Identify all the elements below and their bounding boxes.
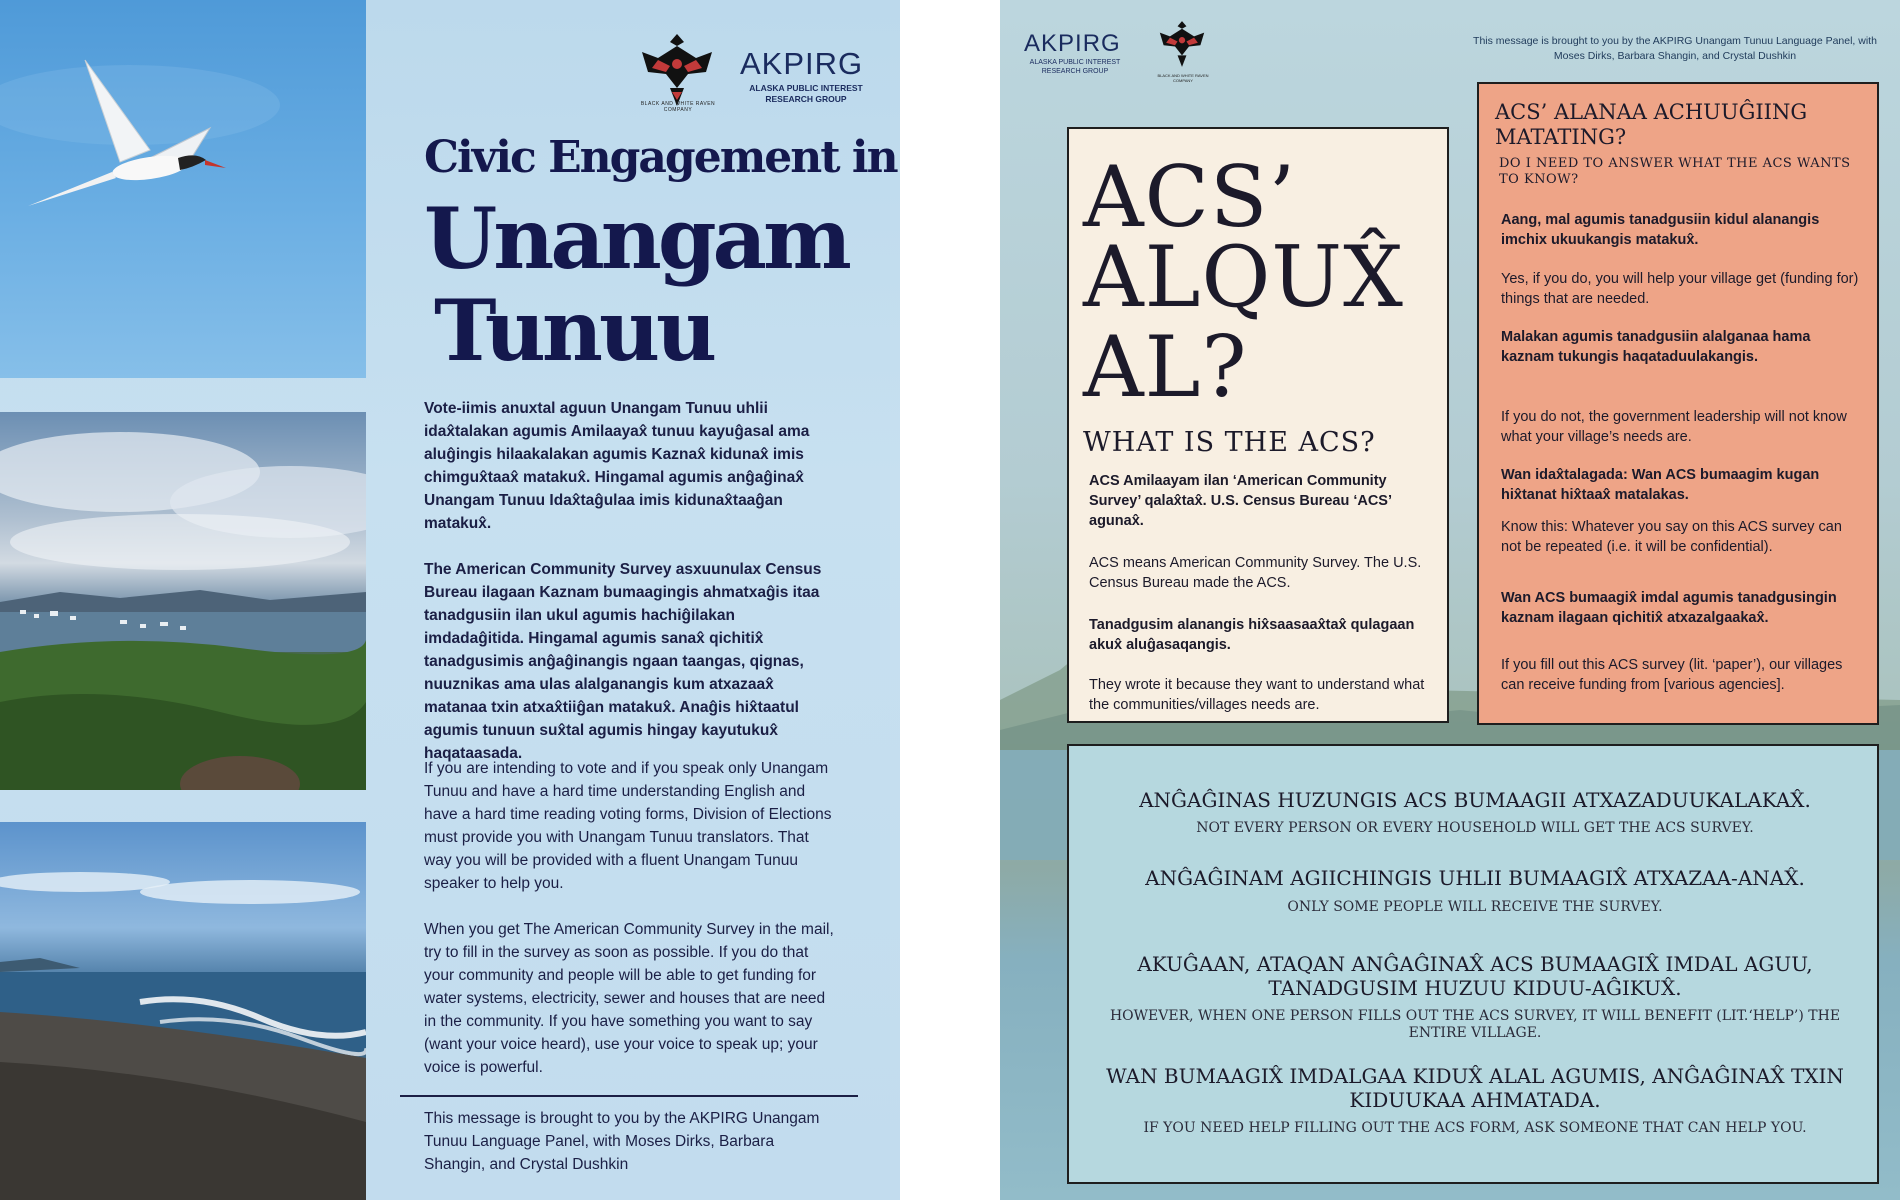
footer-divider (400, 1095, 858, 1097)
fact-translation: NOT EVERY PERSON OR EVERY HOUSEHOLD WILL GET THE ACS SURVEY. (1196, 820, 1754, 836)
fact-heading: ANĜAĜINAS HUZUNGIS ACS BUMAAGII ATXAZADUUKALAKAX̂. (1139, 788, 1811, 812)
what-is-acs-box (1067, 127, 1449, 723)
akpirg-logo-subtitle: ALASKA PUBLIC INTEREST RESEARCH GROUP (749, 83, 863, 104)
akpirg-logo-text: AKPIRG (1024, 30, 1121, 57)
poster-footer-credit: This message is brought to you by the AKPIRG Unangam Tunuu Language Panel, with Moses Dirks, Barbara Shangin, and Crystal Dushkin (424, 1110, 820, 1173)
acs-big-title-line3: AL? (1083, 318, 1248, 416)
need-consequence-english: If you do not, the government leadership will not know what your village’s needs are. (1501, 409, 1847, 445)
arctic-tern-photo (0, 0, 366, 378)
harbor-landscape-photo (0, 412, 366, 790)
right-poster (1000, 0, 1900, 1200)
left-poster (0, 0, 900, 1200)
acs-meaning-english: ACS means American Community Survey. The U.S. Census Bureau made the ACS. (1089, 555, 1422, 591)
raven-logo-icon (1156, 16, 1208, 72)
top-credit-message: This message is brought to you by the AKPIRG Unangam Tunuu Language Panel, with Moses Dirks, Barbara Shangin, and Crystal Dushkin (1473, 35, 1877, 62)
unangam-acs-paragraph: The American Community Survey asxuunulax Census Bureau ilagaan Kaznam bumaagingis ahmatxaĝis itaa tanadgusiin ilan ukul agumis hachiĝilakan imdadaĝitida. Hingamal agumis sanax̂ qichitix̂ tanadgusimis anĝaĝinangis ngaan taangas, qignas, nuuznikas ama ulas alalganangis kum atxazaax̂ matanaa txin atxax̂tiiĝan matakux̂. Anaĝis hix̂taatul agumis tunuun sux̂tal agumis hingay kayutukux̂ haqataasada. (424, 561, 822, 762)
need-subheading: DO I NEED TO ANSWER WHAT THE ACS WANTS TO KNOW? (1499, 156, 1851, 187)
need-answer-english: Yes, if you do, you will help your village get (funding for) things that are needed. (1501, 271, 1859, 307)
poster-title-line1: Civic Engagement in (424, 132, 897, 183)
fact-heading: WAN BUMAAGIX̂ IMDALGAA KIDUX̂ ALAL AGUMIS, ANĜAĜINAX̂ TXIN KIDUUKAA AHMATADA. (1106, 1064, 1844, 1112)
do-i-need-to-answer-box (1477, 82, 1879, 725)
english-acs-paragraph: When you get The American Community Survey in the mail, try to fill in the survey as soon as possible. If you do that your community and people will be able to get funding for water systems, electricity, sewer and houses that are need in the community. If you have something you want to say (want your voice heard), use your voice to speak up; your voice is powerful. (424, 921, 834, 1076)
unangam-voting-paragraph: Vote-iimis anuxtal aguun Unangam Tunuu uhlii idax̂talakan agumis Amilaayax̂ tunuu kayuĝasal ama aluĝingis hilaakalakan agumis Kaznax̂ kidunax̂ imis chimgux̂taax̂ matakux̂. Hingamal agumis anĝaĝinax̂ Unangam Tunuu Idax̂taĝulaa imis kidunax̂taaĝan matakux̂. (424, 400, 810, 532)
acs-facts-box (1067, 744, 1879, 1184)
need-confidential-english: Know this: Whatever you say on this ACS survey can not be repeated (i.e. it will be confidential). (1501, 519, 1842, 555)
fact-translation: IF YOU NEED HELP FILLING OUT THE ACS FORM, ASK SOMEONE THAT CAN HELP YOU. (1143, 1120, 1807, 1136)
raven-logo-icon (636, 28, 718, 112)
poster-title-line3: Tunuu (434, 281, 714, 380)
poster-title-line2: Unangam (424, 189, 848, 288)
need-consequence-unangam: Malakan agumis tanadgusiin alalganaa hama kaznam tukungis haqataduulakangis. (1501, 329, 1811, 365)
fact-heading: ANĜAĜINAM AGIICHINGIS UHLII BUMAAGIX̂ ATXAZAA-ANAX̂. (1145, 866, 1805, 890)
acs-purpose-unangam: Tanadgusim alanangis hix̂saasaax̂tax̂ qulagaan akux̂ aluĝasaqangis. (1089, 617, 1415, 653)
fact-translation: HOWEVER, WHEN ONE PERSON FILLS OUT THE ACS SURVEY, IT WILL BENEFIT (LIT.‘HELP’) THE ENTIRE VILLAGE. (1109, 1008, 1841, 1041)
need-confidential-unangam: Wan idax̂talagada: Wan ACS bumaagim kugan hix̂tanat hix̂taax̂ matalakas. (1501, 467, 1820, 503)
raven-company-caption: BLACK AND WHITE RAVEN COMPANY (1157, 73, 1209, 83)
acs-purpose-english: They wrote it because they want to understand what the communities/villages needs are. (1089, 677, 1425, 713)
acs-big-title-line1: ACS’ (1083, 148, 1297, 246)
raven-company-caption: BLACK AND WHITE RAVEN COMPANY (640, 101, 716, 113)
beach-ocean-photo (0, 822, 366, 1200)
need-heading: ACS’ ALANAA ACHUUĜIING MATATING? (1495, 100, 1808, 149)
fact-heading: AKUĜAAN, ATAQAN ANĜAĜINAX̂ ACS BUMAAGIX̂ IMDAL AGUU, TANADGUSIM HUZUU KIDUU-AĜIKUX̂. (1137, 952, 1813, 1000)
english-voting-paragraph: If you are intending to vote and if you speak only Unangam Tunuu and have a hard time understanding English and have a hard time reading voting forms, Division of Elections must provide you with Unangam Tunuu translators. That way you will be provided with a fluent Unangam Tunuu speaker to help you. (424, 760, 832, 892)
need-answer-unangam: Aang, mal agumis tanadgusiin kidul alanangis imchix ukuukangis matakux̂. (1501, 212, 1820, 248)
acs-meaning-unangam: ACS Amilaayam ilan ‘American Community Survey’ qalax̂tax̂. U.S. Census Bureau ‘ACS’ agunax̂. (1089, 473, 1392, 529)
acs-big-title-line2: ALQUX̂ (1083, 228, 1404, 326)
akpirg-logo-subtitle: ALASKA PUBLIC INTEREST RESEARCH GROUP (1029, 59, 1121, 75)
need-funding-english: If you fill out this ACS survey (lit. ‘paper’), our villages can receive funding from [various agencies]. (1501, 657, 1843, 693)
akpirg-logo-text: AKPIRG (740, 46, 864, 81)
what-is-acs-subtitle: WHAT IS THE ACS? (1083, 427, 1376, 458)
need-funding-unangam: Wan ACS bumaagix̂ imdal agumis tanadgusingin kaznam ilagaan qichitix̂ atxazalgaakax̂. (1501, 590, 1837, 626)
fact-translation: ONLY SOME PEOPLE WILL RECEIVE THE SURVEY. (1287, 899, 1663, 915)
